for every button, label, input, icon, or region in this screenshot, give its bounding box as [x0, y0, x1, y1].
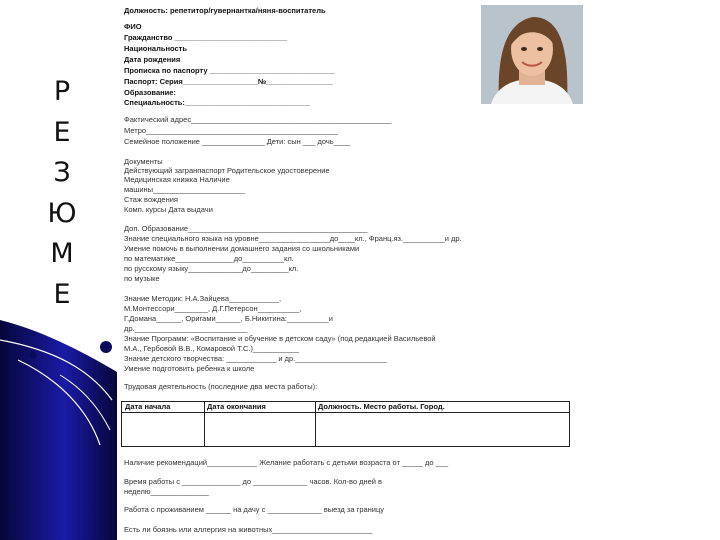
- personal-field: Образование:: [124, 88, 176, 97]
- methods-field: др.___________________________: [124, 324, 248, 333]
- title-letter: Е: [53, 116, 71, 148]
- education-field: Знание специального языка на уровне_________________до____кл., Франц.яз.__________и др.: [124, 234, 462, 243]
- footer-field: неделю______________: [124, 487, 209, 496]
- methods-field: Знание Программ: «Воспитание и обучение в детском саду» (под редакцией Васильевой: [124, 334, 436, 343]
- education-field: Доп. Образование___________________________________________: [124, 224, 368, 233]
- work-history-table: [121, 401, 570, 447]
- footer-field: Время работы с ______________ до _____________ часов. Кол-во дней в: [124, 477, 383, 486]
- documents-field: Стаж вождения: [124, 195, 178, 204]
- title-letter: З: [53, 157, 71, 188]
- personal-field: Специальность:______________________________: [124, 98, 310, 107]
- education-field: по музыке: [124, 274, 160, 283]
- address-field: Семейное положение _______________ Дети: сын ___ дочь____: [124, 137, 351, 146]
- bullet-dot: [100, 341, 112, 353]
- table-header-end-date: Дата окончания: [207, 402, 266, 411]
- portrait-image: [481, 5, 583, 104]
- footer-field: Есть ли боязнь или аллергия на животных________________________: [124, 525, 373, 534]
- table-header-start-date: Дата начала: [125, 402, 171, 411]
- personal-field: Прописка по паспорту ______________________________: [124, 66, 335, 75]
- applicant-photo: [481, 5, 583, 104]
- methods-field: М.Монтессори________, Д.Г.Петерсон__________,: [124, 304, 302, 313]
- documents-field: машины______________________: [124, 185, 245, 194]
- personal-field: Гражданство ___________________________: [124, 33, 288, 42]
- corner-swoosh: [0, 320, 117, 540]
- methods-field: М.А., Гербовой В.В., Комаровой Т.С.)___________: [124, 344, 299, 353]
- documents-field: Медицинская книжка Наличие: [124, 175, 230, 184]
- personal-field: Паспорт: Серия__________________№________________: [124, 77, 333, 86]
- title-letter: Е: [53, 278, 71, 310]
- title-letter: Р: [53, 76, 71, 107]
- position-line: Должность: репетитор/гувернантка/няня-воспитатель: [124, 6, 326, 15]
- title-letter: Ю: [47, 197, 77, 229]
- work-section-title: Трудовая деятельность (последние два места работы):: [124, 382, 318, 391]
- personal-field: Национальность: [124, 44, 187, 53]
- title-letter: М: [50, 238, 74, 269]
- methods-field: Умение подготовить ребенка к школе: [124, 364, 255, 373]
- vertical-title: [40, 72, 84, 315]
- footer-field: Наличие рекомендаций____________ Желание работать с детьми возраста от _____ до ___: [124, 458, 449, 467]
- personal-field: Дата рождения: [124, 55, 181, 64]
- documents-field: Комп. курсы Дата выдачи: [124, 205, 213, 214]
- personal-field: ФИО: [124, 22, 142, 31]
- bullet-dot: [30, 352, 37, 359]
- table-header-position: Должность. Место работы. Город.: [318, 402, 445, 411]
- documents-field: Действующий загранпаспорт Родительское удостоверение: [124, 166, 330, 175]
- methods-field: Г.Домана______, Оригами______, Б.Никитина:__________и: [124, 314, 333, 323]
- documents-field: Документы: [124, 157, 163, 166]
- footer-field: Работа с проживанием ______ на дачу с _____________ выезд за границу: [124, 505, 385, 514]
- methods-field: Знание детского творчества: ____________ и др.______________________: [124, 354, 388, 363]
- education-field: по математике______________до__________кл.: [124, 254, 294, 263]
- education-field: Умение помочь в выполнении домашнего задания со школьниками: [124, 244, 360, 253]
- education-field: по русскому языку_____________до_________кл.: [124, 264, 299, 273]
- address-field: Метро______________________________________________: [124, 126, 338, 135]
- address-field: Фактический адрес________________________________________________: [124, 115, 392, 124]
- methods-field: Знание Методик: Н.А.Зайцева____________,: [124, 294, 282, 303]
